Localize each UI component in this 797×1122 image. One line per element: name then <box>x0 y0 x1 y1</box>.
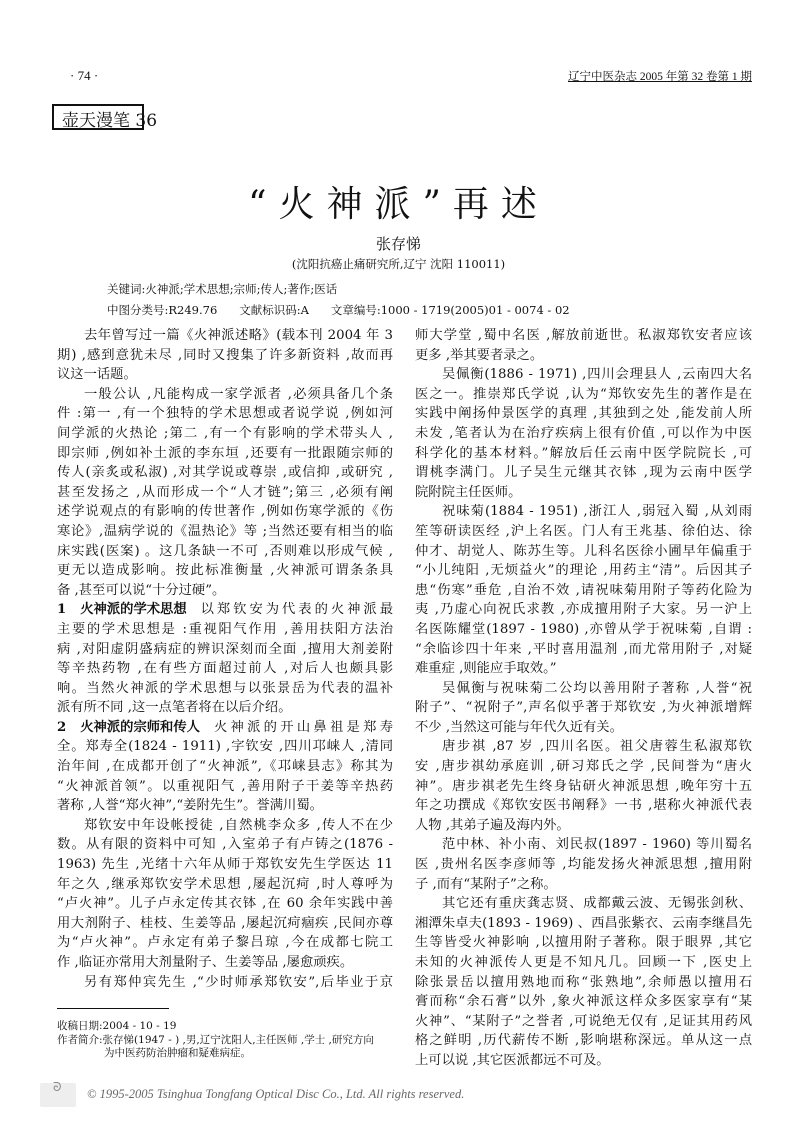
text-line: 去年曾写过一篇《火神派述略》(载本刊 2004 年 3 <box>84 328 393 343</box>
paragraph <box>415 737 752 835</box>
text-line: 派有所不同 ,这一点笔者将在以后介绍。 <box>57 700 292 716</box>
paragraph <box>57 816 393 973</box>
text-line: 另有郑仲宾先生 ,“少时师承郑钦安”,后毕业于京 <box>84 974 393 990</box>
text-line: 夷 ,乃虚心向祝氏求教 ,亦成擅用附子大家。另一沪上 <box>415 602 752 618</box>
text-line: 为“卢火神”。卢永定有弟子黎吕琼 ,今在成都七院工 <box>57 935 393 951</box>
text-line: 年之久 ,继承郑钦安学术思想 ,屡起沉疴 ,时人尊呼为 <box>57 876 393 892</box>
paragraph <box>57 973 393 993</box>
text-line: 科学化的基本材料。”解放后任云南中医学院院长 ,可 <box>415 445 752 461</box>
section-heading: 火神派的宗师和传人 <box>80 719 200 735</box>
text-line: 作 ,临证亦常用大剂量附子、生姜等品 ,屡愈顽疾。 <box>57 955 354 970</box>
text-line: 床实践(医案) 。这几条缺一不可 ,否则难以形成气候 , <box>57 543 393 559</box>
classification-info: 中图分类号:R249.76 文献标识码:A 文章编号:1000 - 1719(2005)01 - 0074 - 02 <box>107 303 570 317</box>
text-line <box>57 600 393 620</box>
cnki-logo-icon: ᘐ <box>40 1083 76 1107</box>
text-line: 仲才、胡觉人、陈苏生等。儿科名医徐小圃早年偏重于 <box>415 543 752 559</box>
text-line: 上可以说 ,其它医派都远不可及。 <box>415 1052 610 1068</box>
footnote <box>57 1020 374 1061</box>
text-line: “余临诊四十年来 ,平时喜用温剂 ,而尤常用附子 ,对疑 <box>415 641 752 657</box>
text-line: 寒论》,温病学说的《温热论》等 ;当然还要有相当的临 <box>57 523 393 539</box>
paragraph <box>415 502 752 678</box>
text-line: 吴佩衡(1886 - 1971) ,四川会理县人 ,云南四大名 <box>442 367 752 383</box>
journal-header: 辽宁中医杂志 2005 年第 32 卷第 1 期 <box>568 71 752 83</box>
text-line-body: 以郑钦安为代表的火神派最 <box>200 602 393 618</box>
text-line: “卢火神”。儿子卢永定传其衣钵 ,在 60 余年实践中善 <box>57 896 393 912</box>
article-title: “火神派”再述 <box>248 184 549 225</box>
text-line: 膏而称“余石膏”以外 ,象火神派这样众多医家享有“某 <box>415 994 752 1010</box>
section-number: 1 <box>57 602 67 618</box>
text-line: “火神派首领”。以重视阳气 ,善用附子干姜等辛热药 <box>57 778 393 794</box>
text-line: 未知的火神派传人更是不知凡几。回顾一下 ,医史上 <box>415 955 752 970</box>
copyright-notice: © 1995-2005 Tsinghua Tongfang Optical Disc Co., Ltd. All rights reserved. <box>87 1087 465 1101</box>
text-line: 即宗师 ,例如补土派的李东垣 ,还要有一批跟随宗师的 <box>57 445 393 461</box>
footnote-divider <box>57 1008 169 1009</box>
text-line: 人物 ,其弟子遍及海内外。 <box>415 817 570 833</box>
column-label-box: 壶天漫笔 36 <box>52 104 144 130</box>
author-affiliation: (沈阳抗癌止痛研究所,辽宁 沈阳 110011) <box>291 257 506 271</box>
text-line: 唐步祺 ,87 岁 ,四川名医。祖父唐蓉生私淑郑钦 <box>442 739 752 755</box>
text-line: 郑钦安中年设帐授徒 ,自然桃李众多 ,传人不在少 <box>84 817 393 833</box>
text-line: 用大剂附子、桂枝、生姜等品 ,屡起沉疴痼疾 ,民间亦尊 <box>57 915 393 931</box>
text-line: 一般公认 ,凡能构成一家学派者 ,必须具备几个条 <box>84 386 393 402</box>
text-line: 除张景岳以擅用熟地而称“张熟地”,余师愚以擅用石 <box>415 974 752 990</box>
text-line: 主要的学术思想是 :重视阳气作用 ,善用扶阳方法治 <box>57 621 393 637</box>
text-line: 格之鲜明 ,历代薪传不断 ,影响堪称深远。单从这一点 <box>415 1033 752 1049</box>
text-line: 患“伤寒”垂危 ,自治不效 ,请祝味菊用附子等药化险为 <box>415 582 752 598</box>
text-line: 议这一话题。 <box>57 367 137 383</box>
text-line: 期) ,感到意犹未尽 ,同时又搜集了许多新资料 ,故而再 <box>57 347 393 363</box>
right-column <box>415 326 752 1071</box>
text-line: 医之一。推崇郑氏学说 ,认为“郑钦安先生的著作是在 <box>415 386 752 402</box>
text-line: 甚至发扬之 ,从而形成一个“人才链”;第三 ,必须有阐 <box>57 484 393 500</box>
text-line: 述学说观点的有影响的传世著作 ,例如伤寒学派的《伤 <box>57 504 393 520</box>
text-line: 医 ,贵州名医李彦师等 ,均能发扬火神派思想 ,擅用附 <box>415 857 752 873</box>
author-name: 张存悌 <box>375 235 421 253</box>
text-line: 生等皆受火神影响 ,以擅用附子著称。限于眼界 ,其它 <box>415 935 752 951</box>
text-line: 全。郑寿全(1824 - 1911) ,字钦安 ,四川邛崃人 ,清同 <box>57 739 393 755</box>
section-paragraph <box>57 600 393 718</box>
text-line: 更无以造成影响。按此标准衡量 ,火神派可谓条条具 <box>57 563 393 579</box>
text-line: 笙等研读医经 ,沪上名医。门人有王兆基、徐伯达、徐 <box>415 523 752 539</box>
text-line: 实践中阐扬仲景医学的真理 ,其独到之处 ,能发前人所 <box>415 406 752 422</box>
author-bio: 作者简介:张存悌(1947 - ) ,男,辽宁沈阳人,主任医师 ,学士 ,研究方向 <box>57 1033 374 1046</box>
text-line: 年之功撰成《郑钦安医书阐释》一书 ,堪称火神派代表 <box>415 798 752 814</box>
text-line: 数。从有限的资料中可知 ,入室弟子有卢铸之(1876 - <box>57 837 393 853</box>
text-line: 等辛热药物 ,在有些方面超过前人 ,对后人也颇具影 <box>57 661 393 677</box>
text-line: 备 ,甚至可以说“十分过硬”。 <box>57 582 226 598</box>
text-line: 祝味菊(1884 - 1951) ,浙江人 ,弱冠入蜀 ,从刘雨 <box>442 504 752 520</box>
text-line: 湘潭朱卓夫(1893 - 1969) 、西昌张紫衣、云南李继昌先 <box>415 915 752 931</box>
keywords: 关键词:火神派;学术思想;宗师;传人;著作;医话 <box>107 282 338 296</box>
text-line: 谓桃李满门。儿子吴生元继其衣钵 ,现为云南中医学 <box>415 465 752 481</box>
paragraph <box>415 679 752 738</box>
section-heading: 火神派的学术思想 <box>80 602 187 618</box>
paragraph <box>415 835 752 894</box>
text-line: 件 :第一 ,有一个独特的学术思想或者说学说 ,例如河 <box>57 406 393 422</box>
text-line: 治年间 ,在成都开创了“火神派”,《邛崃县志》称其为 <box>57 759 393 775</box>
text-line: 火神”、“某附子”之誉者 ,可说绝无仅有 ,足证其用药风 <box>415 1013 752 1029</box>
paragraph <box>57 385 393 601</box>
text-line: 师大学堂 ,蜀中名医 ,解放前逝世。私淑郑钦安者应该 <box>415 328 752 343</box>
text-line: 神”。唐步祺老先生终身钻研火神派思想 ,晚年穷十五 <box>415 778 752 794</box>
paragraph <box>415 326 752 365</box>
section-paragraph <box>57 718 393 816</box>
author-bio-continued: 为中医药防治肿瘤和疑难病症。 <box>104 1047 251 1059</box>
text-line: 著称 ,人誉“郑火神”,“姜附先生”。誉满川蜀。 <box>57 798 323 814</box>
received-date: 收稿日期:2004 - 10 - 19 <box>57 1020 177 1032</box>
text-line: 院附院主任医师。 <box>415 484 522 500</box>
text-line: 未发 ,笔者认为在治疗疾病上很有价值 ,可以作为中医 <box>415 425 752 441</box>
text-line: 更多 ,举其要者录之。 <box>415 347 544 363</box>
text-line: 范中林、补小南、刘民叔(1897 - 1960) 等川蜀名 <box>442 837 752 853</box>
text-line: 1963) 先生 ,光绪十六年从师于郑钦安先生学医达 11 <box>57 857 393 873</box>
text-line: 间学派的火热论 ;第二 ,有一个有影响的学术带头人 , <box>57 425 393 441</box>
text-line: 难重症 ,则能应手取效。” <box>415 661 557 677</box>
text-line: 响。当然火神派的学术思想与以张景岳为代表的温补 <box>57 680 393 696</box>
text-line: 子 ,而有“某附子”之称。 <box>415 876 557 892</box>
text-line: 安 ,唐步祺幼承庭训 ,研习郑氏之学 ,民间誉为“唐火 <box>415 759 752 775</box>
section-number: 2 <box>57 719 67 735</box>
text-line: 名医陈耀堂(1897 - 1980) ,亦曾从学于祝味菊 ,自谓 : <box>415 621 752 637</box>
text-line: 附子”、“祝附子”,声名似乎著于郑钦安 ,为火神派增辉 <box>415 700 752 716</box>
text-line <box>57 718 393 738</box>
text-line-body: 火神派的开山鼻祖是郑寿 <box>213 719 393 735</box>
text-line: 不少 ,当然这可能与年代久近有关。 <box>415 719 623 735</box>
text-line: 吴佩衡与祝味菊二公均以善用附子著称 ,人誉“祝 <box>442 680 752 696</box>
left-column <box>57 326 393 992</box>
paragraph <box>57 326 393 385</box>
page-number: · 74 · <box>70 68 99 83</box>
paragraph <box>415 365 752 502</box>
text-line: 其它还有重庆龚志贤、成都戴云波、无锡张剑秋、 <box>442 896 752 912</box>
text-line: “小儿纯阳 ,无烦益火”的理论 ,用药主“清”。后因其子 <box>415 563 752 579</box>
text-line: 传人(亲炙或私淑) ,对其学说或尊崇 ,或信抑 ,或研究 , <box>57 465 393 481</box>
paragraph <box>415 894 752 1070</box>
text-line: 病 ,对阳虚阴盛病症的辨识深刻而全面 ,擅用大剂姜附 <box>57 641 393 657</box>
